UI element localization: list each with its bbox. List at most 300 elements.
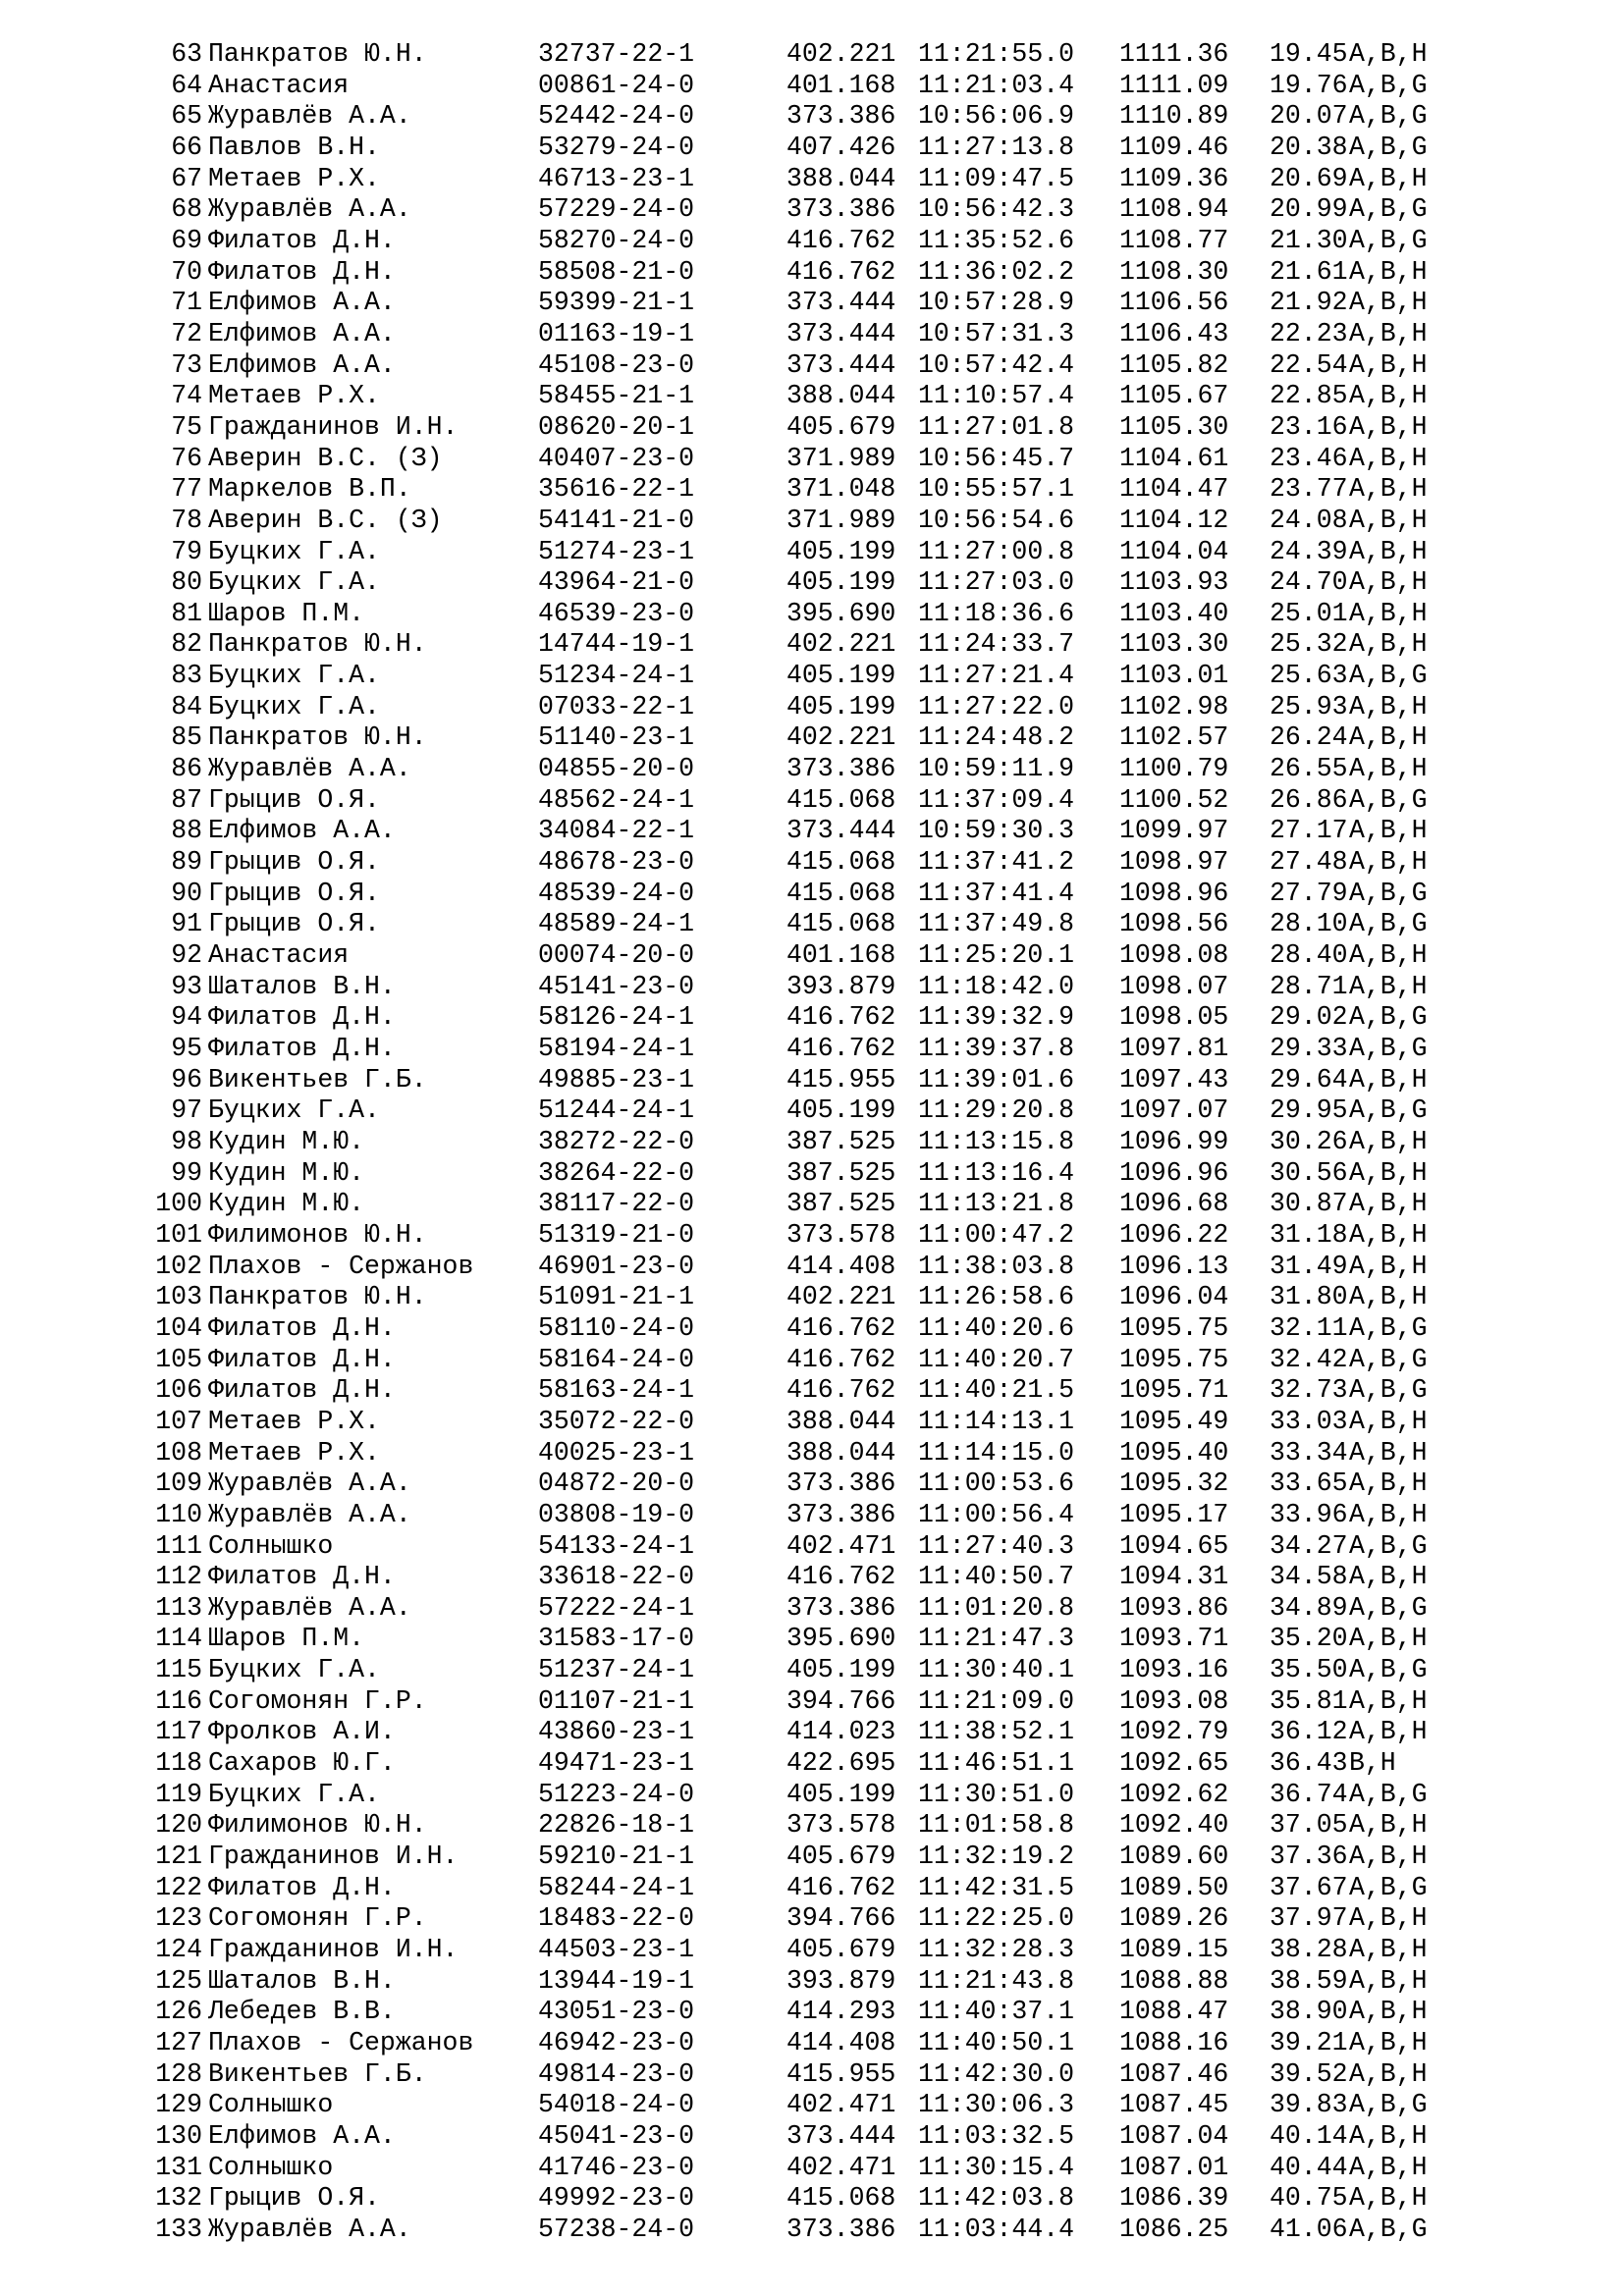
distance: 395.690 <box>786 1624 896 1654</box>
place-number: 107 <box>155 1406 202 1436</box>
distance: 416.762 <box>786 1562 896 1592</box>
speed: 1094.65 <box>1119 1530 1229 1561</box>
distance: 414.408 <box>786 1251 896 1281</box>
flags: A,B,G <box>1349 661 1428 691</box>
speed: 1104.04 <box>1119 536 1229 566</box>
flags: A,B,H <box>1349 288 1428 318</box>
points: 26.55 <box>1270 754 1348 784</box>
place-number: 124 <box>155 1935 202 1965</box>
ring-number: 58126-24-1 <box>538 1002 695 1033</box>
points: 19.76 <box>1270 70 1348 100</box>
points: 19.45 <box>1270 39 1348 69</box>
table-row <box>0 1220 1624 1252</box>
points: 38.90 <box>1270 1997 1348 2027</box>
points: 35.81 <box>1270 1685 1348 1716</box>
distance: 387.525 <box>786 1126 896 1156</box>
arrival-time: 10:56:54.6 <box>918 505 1075 535</box>
distance: 394.766 <box>786 1903 896 1934</box>
participant-name: Кудин М.Ю. <box>208 1157 365 1188</box>
place-number: 111 <box>155 1530 202 1561</box>
flags: A,B,H <box>1349 2152 1428 2182</box>
speed: 1102.98 <box>1119 691 1229 721</box>
speed: 1095.71 <box>1119 1375 1229 1406</box>
participant-name: Филатов Д.Н. <box>208 1002 396 1033</box>
speed: 1109.46 <box>1119 132 1229 162</box>
distance: 407.426 <box>786 132 896 162</box>
ring-number: 48562-24-1 <box>538 784 695 815</box>
flags: A,B,H <box>1349 1189 1428 1219</box>
participant-name: Журавлёв А.А. <box>208 2214 411 2244</box>
ring-number: 48678-23-0 <box>538 847 695 878</box>
arrival-time: 11:26:58.6 <box>918 1282 1075 1312</box>
place-number: 76 <box>171 443 202 473</box>
distance: 388.044 <box>786 381 896 411</box>
place-number: 120 <box>155 1810 202 1841</box>
speed: 1108.30 <box>1119 256 1229 287</box>
participant-name: Буцких Г.А. <box>208 1655 380 1685</box>
flags: A,B,H <box>1349 1810 1428 1841</box>
table-row <box>0 1313 1624 1345</box>
distance: 402.471 <box>786 2152 896 2182</box>
place-number: 126 <box>155 1997 202 2027</box>
ring-number: 54141-21-0 <box>538 505 695 535</box>
ring-number: 58244-24-1 <box>538 1872 695 1902</box>
ring-number: 48589-24-1 <box>538 909 695 939</box>
speed: 1092.79 <box>1119 1717 1229 1747</box>
flags: A,B,H <box>1349 1282 1428 1312</box>
arrival-time: 11:39:01.6 <box>918 1064 1075 1095</box>
arrival-time: 10:57:42.4 <box>918 349 1075 380</box>
flags: A,B,H <box>1349 2028 1428 2057</box>
table-row <box>0 1873 1624 1904</box>
place-number: 81 <box>171 598 202 628</box>
table-row <box>0 816 1624 847</box>
arrival-time: 11:27:40.3 <box>918 1530 1075 1561</box>
place-number: 66 <box>171 132 202 162</box>
arrival-time: 11:13:21.8 <box>918 1189 1075 1219</box>
participant-name: Журавлёв А.А. <box>208 194 411 225</box>
arrival-time: 10:55:57.1 <box>918 474 1075 505</box>
distance: 405.199 <box>786 1655 896 1685</box>
flags: A,B,G <box>1349 1779 1428 1809</box>
points: 28.40 <box>1270 940 1348 971</box>
table-row <box>0 661 1624 692</box>
points: 39.52 <box>1270 2058 1348 2089</box>
ring-number: 18483-22-0 <box>538 1903 695 1934</box>
table-row <box>0 1065 1624 1096</box>
distance: 415.955 <box>786 2058 896 2089</box>
place-number: 118 <box>155 1748 202 1779</box>
speed: 1110.89 <box>1119 101 1229 132</box>
flags: A,B,H <box>1349 1997 1428 2027</box>
table-row <box>0 754 1624 785</box>
points: 29.95 <box>1270 1095 1348 1126</box>
table-row <box>0 412 1624 444</box>
table-row <box>0 1562 1624 1593</box>
ring-number: 35072-22-0 <box>538 1406 695 1436</box>
speed: 1096.13 <box>1119 1251 1229 1281</box>
place-number: 112 <box>155 1562 202 1592</box>
distance: 371.989 <box>786 443 896 473</box>
speed: 1109.36 <box>1119 163 1229 193</box>
arrival-time: 11:30:15.4 <box>918 2152 1075 2182</box>
speed: 1111.36 <box>1119 39 1229 69</box>
distance: 402.221 <box>786 1282 896 1312</box>
flags: A,B,G <box>1349 70 1428 100</box>
table-row <box>0 1345 1624 1376</box>
table-row <box>0 1438 1624 1469</box>
distance: 405.199 <box>786 567 896 598</box>
flags: A,B,G <box>1349 1095 1428 1126</box>
points: 38.59 <box>1270 1965 1348 1996</box>
flags: A,B,H <box>1349 2120 1428 2151</box>
place-number: 69 <box>171 225 202 255</box>
arrival-time: 11:21:47.3 <box>918 1624 1075 1654</box>
place-number: 67 <box>171 163 202 193</box>
flags: A,B,H <box>1349 39 1428 69</box>
ring-number: 01107-21-1 <box>538 1685 695 1716</box>
distance: 422.695 <box>786 1748 896 1779</box>
distance: 416.762 <box>786 1034 896 1063</box>
speed: 1095.40 <box>1119 1437 1229 1468</box>
participant-name: Маркелов В.П. <box>208 474 411 505</box>
speed: 1098.08 <box>1119 940 1229 971</box>
speed: 1089.50 <box>1119 1872 1229 1902</box>
arrival-time: 11:30:06.3 <box>918 2090 1075 2120</box>
flags: A,B,H <box>1349 381 1428 411</box>
ring-number: 53279-24-0 <box>538 132 695 162</box>
table-row <box>0 1780 1624 1811</box>
speed: 1093.16 <box>1119 1655 1229 1685</box>
table-row <box>0 319 1624 350</box>
arrival-time: 11:27:22.0 <box>918 691 1075 721</box>
participant-name: Грыцив О.Я. <box>208 847 380 878</box>
participant-name: Метаев Р.Х. <box>208 1406 380 1436</box>
points: 36.43 <box>1270 1748 1348 1779</box>
table-row <box>0 1252 1624 1283</box>
distance: 416.762 <box>786 256 896 287</box>
participant-name: Согомонян Г.Р. <box>208 1903 427 1934</box>
ring-number: 58508-21-0 <box>538 256 695 287</box>
speed: 1089.15 <box>1119 1935 1229 1965</box>
ring-number: 46539-23-0 <box>538 598 695 628</box>
participant-name: Филатов Д.Н. <box>208 225 396 255</box>
place-number: 73 <box>171 349 202 380</box>
ring-number: 46942-23-0 <box>538 2028 695 2057</box>
place-number: 117 <box>155 1717 202 1747</box>
table-row <box>0 1002 1624 1034</box>
place-number: 97 <box>171 1095 202 1126</box>
participant-name: Елфимов А.А. <box>208 816 396 846</box>
speed: 1096.68 <box>1119 1189 1229 1219</box>
place-number: 64 <box>171 70 202 100</box>
place-number: 131 <box>155 2152 202 2182</box>
ring-number: 22826-18-1 <box>538 1810 695 1841</box>
distance: 388.044 <box>786 1437 896 1468</box>
place-number: 123 <box>155 1903 202 1934</box>
points: 35.20 <box>1270 1624 1348 1654</box>
distance: 395.690 <box>786 598 896 628</box>
points: 39.83 <box>1270 2090 1348 2120</box>
distance: 373.386 <box>786 1592 896 1623</box>
ring-number: 58194-24-1 <box>538 1034 695 1063</box>
place-number: 65 <box>171 101 202 132</box>
arrival-time: 11:24:33.7 <box>918 629 1075 660</box>
points: 27.48 <box>1270 847 1348 878</box>
ring-number: 43964-21-0 <box>538 567 695 598</box>
speed: 1099.97 <box>1119 816 1229 846</box>
speed: 1088.88 <box>1119 1965 1229 1996</box>
table-row <box>0 2121 1624 2153</box>
points: 31.18 <box>1270 1219 1348 1250</box>
ring-number: 49992-23-0 <box>538 2183 695 2214</box>
flags: A,B,G <box>1349 784 1428 815</box>
distance: 394.766 <box>786 1685 896 1716</box>
participant-name: Панкратов Ю.Н. <box>208 629 427 660</box>
participant-name: Лебедев В.В. <box>208 1997 396 2027</box>
table-row <box>0 1903 1624 1935</box>
points: 40.14 <box>1270 2120 1348 2151</box>
place-number: 88 <box>171 816 202 846</box>
ring-number: 58163-24-1 <box>538 1375 695 1406</box>
distance: 416.762 <box>786 1002 896 1033</box>
participant-name: Панкратов Ю.Н. <box>208 722 427 753</box>
table-row <box>0 1655 1624 1686</box>
participant-name: Филимонов Ю.Н. <box>208 1810 427 1841</box>
arrival-time: 11:13:16.4 <box>918 1157 1075 1188</box>
arrival-time: 11:35:52.6 <box>918 225 1075 255</box>
flags: A,B,H <box>1349 1157 1428 1188</box>
arrival-time: 11:22:25.0 <box>918 1903 1075 1934</box>
arrival-time: 11:14:15.0 <box>918 1437 1075 1468</box>
flags: A,B,H <box>1349 629 1428 660</box>
points: 40.44 <box>1270 2152 1348 2182</box>
points: 28.10 <box>1270 909 1348 939</box>
ring-number: 04872-20-0 <box>538 1468 695 1499</box>
distance: 373.444 <box>786 349 896 380</box>
ring-number: 44503-23-1 <box>538 1935 695 1965</box>
participant-name: Журавлёв А.А. <box>208 1592 411 1623</box>
participant-name: Филимонов Ю.Н. <box>208 1219 427 1250</box>
place-number: 75 <box>171 411 202 442</box>
distance: 373.444 <box>786 318 896 348</box>
speed: 1104.12 <box>1119 505 1229 535</box>
arrival-time: 11:30:40.1 <box>918 1655 1075 1685</box>
distance: 371.989 <box>786 505 896 535</box>
ring-number: 49471-23-1 <box>538 1748 695 1779</box>
speed: 1087.46 <box>1119 2058 1229 2089</box>
place-number: 98 <box>171 1126 202 1156</box>
participant-name: Грыцив О.Я. <box>208 784 380 815</box>
flags: A,B,H <box>1349 505 1428 535</box>
distance: 373.386 <box>786 1499 896 1529</box>
flags: A,B,G <box>1349 225 1428 255</box>
participant-name: Буцких Г.А. <box>208 691 380 721</box>
arrival-time: 11:32:19.2 <box>918 1842 1075 1872</box>
participant-name: Павлов В.Н. <box>208 132 380 162</box>
points: 25.93 <box>1270 691 1348 721</box>
place-number: 125 <box>155 1965 202 1996</box>
arrival-time: 11:14:13.1 <box>918 1406 1075 1436</box>
place-number: 128 <box>155 2058 202 2089</box>
points: 39.21 <box>1270 2028 1348 2057</box>
points: 38.28 <box>1270 1935 1348 1965</box>
distance: 414.408 <box>786 2028 896 2057</box>
points: 24.70 <box>1270 567 1348 598</box>
participant-name: Елфимов А.А. <box>208 2120 396 2151</box>
speed: 1111.09 <box>1119 70 1229 100</box>
ring-number: 38117-22-0 <box>538 1189 695 1219</box>
speed: 1098.96 <box>1119 878 1229 908</box>
speed: 1103.01 <box>1119 661 1229 691</box>
arrival-time: 11:09:47.5 <box>918 163 1075 193</box>
flags: A,B,H <box>1349 2058 1428 2089</box>
distance: 405.679 <box>786 1935 896 1965</box>
table-row <box>0 537 1624 568</box>
flags: A,B,G <box>1349 2214 1428 2244</box>
ring-number: 58164-24-0 <box>538 1344 695 1374</box>
flags: A,B,G <box>1349 101 1428 132</box>
arrival-time: 11:00:47.2 <box>918 1219 1075 1250</box>
arrival-time: 11:00:53.6 <box>918 1468 1075 1499</box>
flags: A,B,H <box>1349 1842 1428 1872</box>
participant-name: Фролков А.И. <box>208 1717 396 1747</box>
distance: 416.762 <box>786 1344 896 1374</box>
speed: 1108.94 <box>1119 194 1229 225</box>
ring-number: 00861-24-0 <box>538 70 695 100</box>
distance: 401.168 <box>786 940 896 971</box>
ring-number: 38272-22-0 <box>538 1126 695 1156</box>
arrival-time: 11:18:42.0 <box>918 971 1075 1001</box>
distance: 414.293 <box>786 1997 896 2027</box>
table-row <box>0 692 1624 723</box>
distance: 387.525 <box>786 1189 896 1219</box>
place-number: 96 <box>171 1064 202 1095</box>
flags: A,B,G <box>1349 194 1428 225</box>
table-row <box>0 194 1624 226</box>
arrival-time: 11:37:09.4 <box>918 784 1075 815</box>
arrival-time: 11:32:28.3 <box>918 1935 1075 1965</box>
participant-name: Метаев Р.Х. <box>208 1437 380 1468</box>
points: 22.85 <box>1270 381 1348 411</box>
distance: 416.762 <box>786 225 896 255</box>
points: 30.87 <box>1270 1189 1348 1219</box>
flags: A,B,H <box>1349 411 1428 442</box>
participant-name: Солнышко <box>208 2090 334 2120</box>
speed: 1088.16 <box>1119 2028 1229 2057</box>
flags: A,B,H <box>1349 1126 1428 1156</box>
speed: 1092.65 <box>1119 1748 1229 1779</box>
participant-name: Буцких Г.А. <box>208 1779 380 1809</box>
speed: 1098.07 <box>1119 971 1229 1001</box>
points: 34.27 <box>1270 1530 1348 1561</box>
ring-number: 34084-22-1 <box>538 816 695 846</box>
speed: 1095.17 <box>1119 1499 1229 1529</box>
ring-number: 48539-24-0 <box>538 878 695 908</box>
table-row <box>0 39 1624 71</box>
speed: 1105.30 <box>1119 411 1229 442</box>
place-number: 79 <box>171 536 202 566</box>
points: 20.07 <box>1270 101 1348 132</box>
ring-number: 58110-24-0 <box>538 1312 695 1343</box>
ring-number: 14744-19-1 <box>538 629 695 660</box>
flags: A,B,H <box>1349 598 1428 628</box>
ring-number: 51244-24-1 <box>538 1095 695 1126</box>
speed: 1105.82 <box>1119 349 1229 380</box>
place-number: 130 <box>155 2120 202 2151</box>
ring-number: 31583-17-0 <box>538 1624 695 1654</box>
participant-name: Елфимов А.А. <box>208 318 396 348</box>
ring-number: 51237-24-1 <box>538 1655 695 1685</box>
place-number: 77 <box>171 474 202 505</box>
flags: A,B,H <box>1349 536 1428 566</box>
table-row <box>0 940 1624 972</box>
points: 22.23 <box>1270 318 1348 348</box>
participant-name: Анастасия <box>208 940 350 971</box>
place-number: 133 <box>155 2214 202 2244</box>
flags: A,B,H <box>1349 1965 1428 1996</box>
points: 26.24 <box>1270 722 1348 753</box>
table-row <box>0 1810 1624 1842</box>
table-row <box>0 1624 1624 1655</box>
arrival-time: 11:38:03.8 <box>918 1251 1075 1281</box>
flags: A,B,H <box>1349 816 1428 846</box>
flags: A,B,H <box>1349 2183 1428 2214</box>
speed: 1087.45 <box>1119 2090 1229 2120</box>
points: 40.75 <box>1270 2183 1348 2214</box>
flags: A,B,G <box>1349 1312 1428 1343</box>
flags: A,B,G <box>1349 2090 1428 2120</box>
flags: A,B,H <box>1349 1903 1428 1934</box>
speed: 1096.99 <box>1119 1126 1229 1156</box>
place-number: 109 <box>155 1468 202 1499</box>
table-row <box>0 909 1624 940</box>
flags: A,B,H <box>1349 318 1428 348</box>
ring-number: 01163-19-1 <box>538 318 695 348</box>
participant-name: Елфимов А.А. <box>208 349 396 380</box>
distance: 402.221 <box>786 629 896 660</box>
ring-number: 58270-24-0 <box>538 225 695 255</box>
participant-name: Панкратов Ю.Н. <box>208 1282 427 1312</box>
arrival-time: 11:01:20.8 <box>918 1592 1075 1623</box>
participant-name: Журавлёв А.А. <box>208 1499 411 1529</box>
arrival-time: 10:59:30.3 <box>918 816 1075 846</box>
points: 23.46 <box>1270 443 1348 473</box>
distance: 371.048 <box>786 474 896 505</box>
place-number: 85 <box>171 722 202 753</box>
arrival-time: 10:56:06.9 <box>918 101 1075 132</box>
flags: A,B,G <box>1349 1592 1428 1623</box>
points: 29.33 <box>1270 1034 1348 1063</box>
place-number: 119 <box>155 1779 202 1809</box>
points: 24.39 <box>1270 536 1348 566</box>
place-number: 121 <box>155 1842 202 1872</box>
speed: 1094.31 <box>1119 1562 1229 1592</box>
distance: 402.221 <box>786 39 896 69</box>
participant-name: Аверин В.С. (З) <box>208 443 443 473</box>
speed: 1102.57 <box>1119 722 1229 753</box>
ring-number: 51091-21-1 <box>538 1282 695 1312</box>
ring-number: 13944-19-1 <box>538 1965 695 1996</box>
table-row <box>0 1500 1624 1531</box>
distance: 415.068 <box>786 847 896 878</box>
points: 29.64 <box>1270 1064 1348 1095</box>
table-row <box>0 1158 1624 1190</box>
distance: 415.068 <box>786 878 896 908</box>
distance: 414.023 <box>786 1717 896 1747</box>
arrival-time: 11:39:32.9 <box>918 1002 1075 1033</box>
table-row <box>0 1468 1624 1500</box>
